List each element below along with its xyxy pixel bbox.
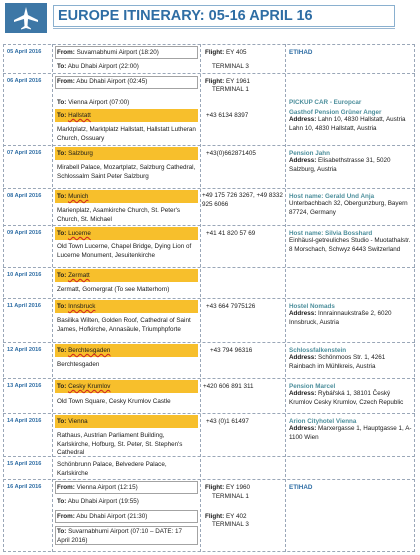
row-divider — [3, 225, 415, 226]
route-from: From: Vienna Airport (12:15) — [57, 484, 138, 491]
sightseeing-notes: Old Town Lucerne, Chapel Bridge, Dying Lion of Lucerne Monument, Jesuitenkirche — [57, 243, 192, 259]
terminal: TERMINAL 3 — [212, 63, 249, 70]
date-label: 14 April 2016 — [7, 418, 42, 424]
route-to: To: Suvarnabhumi Airport (07:10 – DATE: 17 April 2016) — [57, 528, 183, 544]
row-divider — [3, 298, 415, 299]
terminal: TERMINAL 1 — [212, 493, 249, 500]
flight-number: Flight: EY 402 — [205, 513, 247, 520]
terminal: TERMINAL 1 — [212, 86, 249, 93]
sightseeing-notes: Marienplatz, Asamkirche Church, St. Peter's Church, St. Michael — [57, 207, 180, 223]
sightseeing-notes: Schönbrunn Palace, Belvedere Palace, Karlskirche — [57, 461, 167, 477]
phone-number: +43 794 96316 — [210, 347, 253, 354]
date-label: 08 April 2016 — [7, 193, 42, 199]
hotel-address: Address: Elisabethstrasse 31, 5020 Salzburg, Austria — [289, 157, 391, 173]
destination: To: Innsbruck — [57, 303, 96, 310]
date-label: 15 April 2016 — [7, 461, 42, 467]
phone-number: +49 175 726 3267, +49 8332 925 6066 — [202, 192, 283, 208]
route-to: To: Vienna Airport (07:00) — [57, 99, 130, 106]
date-label: 12 April 2016 — [7, 347, 42, 353]
destination: To: Salzburg — [57, 150, 93, 157]
route-to: To: Abu Dhabi Airport (19:55) — [57, 498, 139, 505]
phone-number: +43 (0)1 61497 — [206, 418, 249, 425]
sightseeing-notes: Old Town Square, Cesky Krumlov Castle — [57, 398, 171, 405]
route-to: To: Abu Dhabi Airport (22:00) — [57, 63, 139, 70]
date-label: 16 April 2016 — [7, 484, 42, 490]
row-divider — [3, 145, 415, 146]
destination: To: Vienna — [57, 418, 88, 425]
hotel-address: Address: Schönmoos Str. 1, 4261 Rainbach im Mühlkreis, Austria — [289, 354, 386, 370]
hotel-name: Host name: Gerald Und Anja — [289, 193, 375, 200]
car-pickup: PICKUP CAR - Europcar — [289, 99, 362, 106]
destination: To: Cesky Krumlov — [57, 383, 111, 390]
airline-name: ETIHAD — [289, 49, 313, 56]
airplane-icon — [13, 6, 39, 30]
terminal: TERMINAL 3 — [212, 521, 249, 528]
date-label: 07 April 2016 — [7, 150, 42, 156]
sightseeing-notes: Zermatt, Gornergrat (To see Matterhorn) — [57, 286, 170, 293]
destination: To: Lucerne — [57, 230, 91, 237]
row-divider — [3, 413, 415, 414]
hotel-name: Host name: Silvia Bosshard — [289, 230, 373, 237]
sightseeing-notes: Rathaus, Austrian Parliament Building, Karlskirche, Hofburg, St. Peter, St. Stephen's Cathedral — [57, 432, 183, 456]
date-label: 06 April 2016 — [7, 78, 42, 84]
date-label: 10 April 2016 — [7, 272, 42, 278]
date-label: 05 April 2016 — [7, 49, 42, 55]
sightseeing-notes: Mirabell Palace, Mozartplatz, Salzburg Cathedral, Schlossalm Saint Peter Salzburg — [57, 164, 196, 180]
route-from: From: Abu Dhabi Airport (02:45) — [57, 78, 148, 85]
route-from: From: Suvarnabhumi Airport (18:20) — [57, 49, 159, 56]
destination: To: Zermatt — [57, 272, 90, 279]
hotel-address: Address: Lahn 10, 4830 Hallstatt, Austria Lahn 10, 4830 Hallstatt, Austria — [289, 116, 406, 132]
phone-number: +41 41 820 57 69 — [206, 230, 256, 237]
hotel-address: Address: Rybářská 1, 38101 Český Krumlov Cesky Krumlov, Czech Republic — [289, 390, 404, 406]
hotel-name: Arion Cityhotel Vienna — [289, 418, 357, 425]
title-underline — [53, 28, 395, 29]
flight-number: Flight: EY 1961 — [205, 78, 251, 85]
phone-number: +43 6134 8397 — [206, 112, 249, 119]
row-divider — [3, 188, 415, 189]
flight-number: Flight: EY 405 — [205, 49, 247, 56]
row-divider — [3, 479, 415, 480]
row-divider — [3, 267, 415, 268]
hotel-name: Schlossfalkenstein — [289, 347, 347, 354]
row-divider — [3, 73, 415, 74]
phone-number: +43 664 7975126 — [206, 303, 256, 310]
row-divider — [3, 378, 415, 379]
phone-number: +420 606 891 311 — [203, 383, 254, 390]
hotel-name: Gasthof Pension Grüner Anger — [289, 109, 382, 116]
date-label: 11 April 2016 — [7, 303, 41, 309]
hotel-address: Unterbachbach 32, Obergunzburg, Bayern 87724, Germany — [289, 200, 408, 216]
airplane-logo — [5, 3, 47, 33]
hotel-name: Pension Jahn — [289, 150, 330, 157]
row-divider — [3, 342, 415, 343]
hotel-name: Hostel Nomads — [289, 303, 335, 310]
sightseeing-notes: Berchtesgaden — [57, 361, 100, 368]
route-from: From: Abu Dhabi Airport (21:30) — [57, 513, 148, 520]
page-title: EUROPE ITINERARY: 05-16 APRIL 16 — [53, 5, 395, 27]
destination: To: Hallstatt — [57, 112, 91, 119]
sightseeing-notes: Basilika Wilten, Golden Roof, Cathedral of Saint James, Hofkirche, Annasäule, Triumphpforte — [57, 317, 191, 333]
hotel-name: Pension Marcel — [289, 383, 336, 390]
hotel-address: Address: Marxergasse 1, Hauptgasse 1, A-1100 Wien — [289, 425, 412, 441]
sightseeing-notes: Marktplatz, Marktplatz Hallstatt, Hallstatt Lutheran Church, Ossuary — [57, 126, 196, 142]
flight-number: Flight: EY 1960 — [205, 484, 251, 491]
hotel-address: Address: Innrainnaukstraße 2, 6020 Innsbruck, Austria — [289, 310, 392, 326]
hotel-address: Einhäusl-getreuliches Studio - Muotathalstr. 8 Morschach, Schwyz 6443 Switzerland — [289, 237, 411, 253]
phone-number: +43(0)662871405 — [206, 150, 256, 157]
date-label: 09 April 2016 — [7, 230, 42, 236]
airline-name: ETIHAD — [289, 484, 313, 491]
header — [3, 3, 415, 35]
destination: To: Munich — [57, 193, 89, 200]
destination: To: Berchtesgaden — [57, 347, 111, 354]
date-label: 13 April 2016 — [7, 383, 42, 389]
